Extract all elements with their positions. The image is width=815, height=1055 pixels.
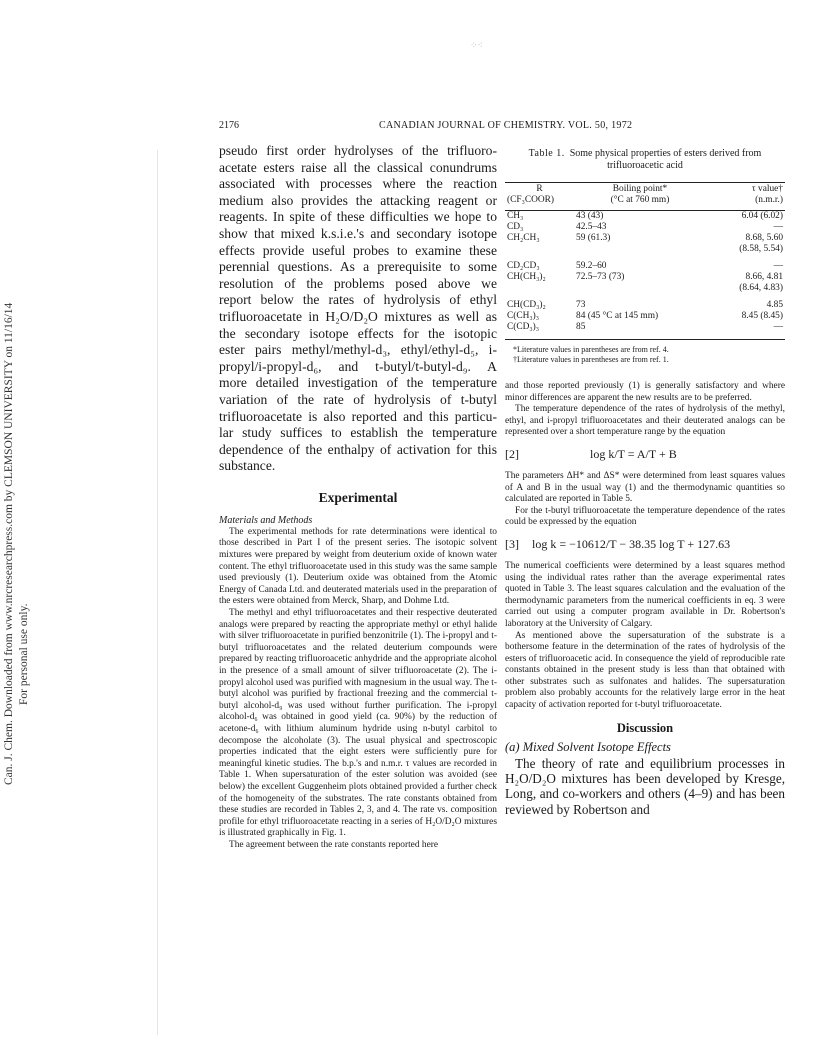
intro-line: medium also provides the attacking reagent or [219,192,497,208]
parameters-paragraph: The parameters ΔH* and ΔS* were determined from least squares values of A and B in the usual way (1) and the thermodynamic quantities so calculated are reported in Table 5. [505,470,785,505]
intro-line: associated with processes where the reaction [219,176,497,192]
discussion-paragraph: The theory of rate and equilibrium processes in H₂O/D₂O mixtures has been developed by Kresge, Long, and co-workers and others (4–9) and has been reviewed by Robertson and [505,755,785,817]
tau-value-cell: 8.68, 5.60 [745,233,783,243]
boiling-point-cell: 73 [576,300,586,310]
properties-table [505,182,785,340]
tau-value-cell: (8.64, 4.83) [739,283,783,293]
coefficients-paragraph: The numerical coefficients were determined by a least squares method using the individual rates rather than the average experimental rates quoted in Table 3. The least squares calculation and the evaluation of the thermodynamic parameters from the numerical coefficients in eq. 3 were carried out using a computer program available in Dr. Robertson's laboratory at the University of Calgary. [505,560,785,629]
intro-line: lar study suffices to establish the temperature [219,425,497,441]
footnote-star: *Literature values in parentheses are from ref. 4. [513,345,669,354]
discussion-heading: Discussion [616,720,674,735]
tau-value-cell: — [773,261,783,271]
ester-group-cell [505,283,574,294]
intro-line: perennial questions. As a prerequisite to some [219,259,497,275]
download-stamp-line: Can. J. Chem. Downloaded from www.nrcresearchpress.com by CLEMSON UNIVERSITY on 11/16/14 [3,302,15,785]
ester-group-cell: CH₂CH₃ [507,233,540,243]
table-row [505,322,785,340]
tau-value-cell: (8.58, 5.54) [739,244,783,254]
intro-line: substance. [219,458,276,474]
materials-subheading: Materials and Methods [219,514,313,526]
intro-paragraph [219,143,497,475]
intro-line: reagents. In spite of these difficulties we hope to [219,209,497,225]
boiling-point-cell: 85 [574,322,706,340]
ester-group-cell: CH₃ [507,211,524,221]
intro-line: effects provide useful probes to examine these [219,242,497,258]
equation-3-number: [3] [505,536,519,551]
equation-3 [505,537,785,552]
ester-group-cell [505,244,574,255]
temperature-paragraph: The temperature dependence of the rates of hydrolysis of the methyl, ethyl, and i-propyl trifluoroacetates and their deuterated analogs can be represented over a short temperature range by the equation [505,404,785,438]
boiling-point-cell: 42.5–43 [576,222,607,232]
right-column [505,148,785,817]
page-number: 2176 [219,120,239,131]
tau-value-cell: 4.85 [766,300,783,310]
boiling-point-cell: 72.5–73 (73) [576,272,625,282]
boiling-point-cell [574,244,706,255]
tau-value-cell: 8.66, 4.81 [745,272,783,282]
ester-group-cell: C(CH₃)₃ [507,311,540,321]
table-row [505,283,785,294]
intro-line: show that mixed k.s.i.e.'s and secondary isotope [219,225,497,241]
tau-value-cell: 6.04 (6.02) [741,211,783,221]
table-row [505,272,785,283]
ester-group-cell: CD₂CD₃ [507,261,540,271]
intro-line: more detailed investigation of the temperature [219,375,497,391]
boiling-point-cell: 84 (45 °C at 145 mm) [576,311,659,321]
footnote-dagger: †Literature values in parentheses are from ref. 1. [513,355,669,364]
left-column [219,143,497,852]
table-footnotes [513,345,785,365]
equation-2 [505,447,785,462]
intro-line: report below the rates of hydrolysis of ethyl [219,292,497,308]
equation-2-body: log k/T = A/T + B [590,446,677,461]
column-header-tau: τ value† (n.m.r.) [706,183,785,211]
ester-group-cell: C(CD₃)₃ [505,322,574,340]
methods-paragraph: The experimental methods for rate determinations were identical to those described in Part I of the present series. The isotopic solvent mixtures were prepared by weight from deuterium oxide of known water content. The ethyl trifluoroacetate used in this study was the same sample used previously (1). Deuterium oxide was obtained from the Atomic Energy of Canada Ltd. and deuterated materials used in the preparation of the esters were obtained from Merck, Sharp, and Dohme Ltd. [219,526,497,607]
intro-line: the secondary isotope effects for the isotopic [219,325,497,341]
table-row [505,294,785,311]
intro-line: pseudo first order hydrolyses of the trifluoro- [219,143,497,158]
intro-line: variation of the rate of hydrolysis of t-butyl [219,391,497,407]
journal-title: CANADIAN JOURNAL OF CHEMISTRY. VOL. 50, 1972 [379,120,633,131]
experimental-heading: Experimental [318,489,398,505]
running-header [219,118,785,134]
equation-3-body: log k = −10612/T − 38.35 log T + 127.63 [532,536,731,551]
scan-artifact: ⁘⁖ [470,40,483,50]
intro-line: ester pairs methyl/methyl-d₃, ethyl/ethyl-d₅, i- [219,342,497,358]
table-row [505,311,785,322]
table-caption-text: Some physical properties of esters derived from trifluoroacetic acid [569,148,762,171]
ester-group-cell: CH(CH₃)₂ [507,272,546,282]
table-caption [505,148,785,172]
agreement-continuation: and those reported previously (1) is generally satisfactory and where minor differences are apparent the new results are to be preferred. [505,381,785,403]
equation-2-number: [2] [505,446,519,461]
tau-value-cell: — [706,322,785,340]
discussion-subheading: (a) Mixed Solvent Isotope Effects [505,739,671,754]
intro-line: acetate esters raise all the classical conundrums [219,159,497,175]
table-row [505,255,785,272]
column-header-r: R (CF₃COOR) [505,183,574,211]
intro-line: dependence of the enthalpy of activation for this [219,441,497,457]
boiling-point-cell: 59 (61.3) [576,233,611,243]
agreement-paragraph: The agreement between the rate constants reported here [229,839,439,850]
intro-line: trifluoroacetate in H₂O/D₂O mixtures as well as [219,308,497,324]
personal-use-note: For personal use only. [18,603,30,705]
table-row [505,233,785,244]
tau-value-cell: 8.45 (8.45) [741,311,783,321]
boiling-point-cell: 59.2–60 [576,261,607,271]
margin-edge [157,150,158,1035]
table-row [505,222,785,233]
intro-line: propyl/i-propyl-d₆, and t-butyl/t-butyl-d₉. A [219,358,497,374]
download-stamp [2,235,34,785]
intro-line: trifluoroacetate is also reported and this particu- [219,408,497,424]
table-row [505,244,785,255]
table-label: Table 1. [528,148,565,159]
tau-value-cell: — [773,222,783,232]
column-header-boiling-point: Boiling point* (°C at 760 mm) [574,183,706,211]
boiling-point-cell [574,283,706,294]
preparation-paragraph: The methyl and ethyl trifluoroacetates and their respective deuterated analogs were prepared by reacting the appropriate methyl or ethyl halide with silver trifluoroacetate in purified benzonitrile (1). The i-propyl and t-butyl trifluoroacetates and the related deuterium compounds were prepared by reacting trifluoroacetic anhydride and the appropriate alcohol in the presence of a small amount of silver trifluoroacetate (2). The i-propyl alcohol used was purified with magnesium in the usual way. The t-butyl alcohol was purified by fractional freezing and the commercial t-butyl alcohol-d₉ was used without further purification. The i-propyl alcohol-d₆ was obtained in good yield (ca. 90%) by the reduction of acetone-d₆ with lithium aluminum hydride using n-butyl carbitol to decompose the alcoholate (3). The usual physical and spectroscopic properties indicated that the eight esters were sufficiently pure for meaningful kinetic studies. The b.p.'s and n.m.r. τ values are recorded in Table 1. When supersaturation of the ester solution was avoided (see below) the excellent Guggenheim plots obtained provided a further check of the homogeneity of the substrates. The rate constants obtained from these studies are recorded in Tables 2, 3, and 4. The rate vs. composition profile for ethyl trifluoroacetate reacting in a series of H₂O/D₂O mixtures is illustrated graphically in Fig. 1. [219,608,497,839]
t-butyl-paragraph: For the t-butyl trifluoroacetate the temperature dependence of the rates could be expressed by the equation [505,505,785,528]
table-row [505,211,785,223]
ester-group-cell: CH(CD₃)₂ [507,300,546,310]
ester-group-cell: CD₃ [507,222,524,232]
intro-line: resolution of the problems posed above we [219,275,497,291]
boiling-point-cell: 43 (43) [576,211,604,221]
supersaturation-paragraph: As mentioned above the supersaturation of the substrate is a bothersome feature in the determination of the rates of hydrolysis of the esters of trifluoroacetic acid. In consequence the yield of reproducible rate constants obtained in the present study is less than that obtained with other substrates such as sulfonates and halides. The supersaturation problem also probably accounts for the relatively large error in the heat capacity of activation reported for t-butyl trifluoroacetate. [505,630,785,711]
